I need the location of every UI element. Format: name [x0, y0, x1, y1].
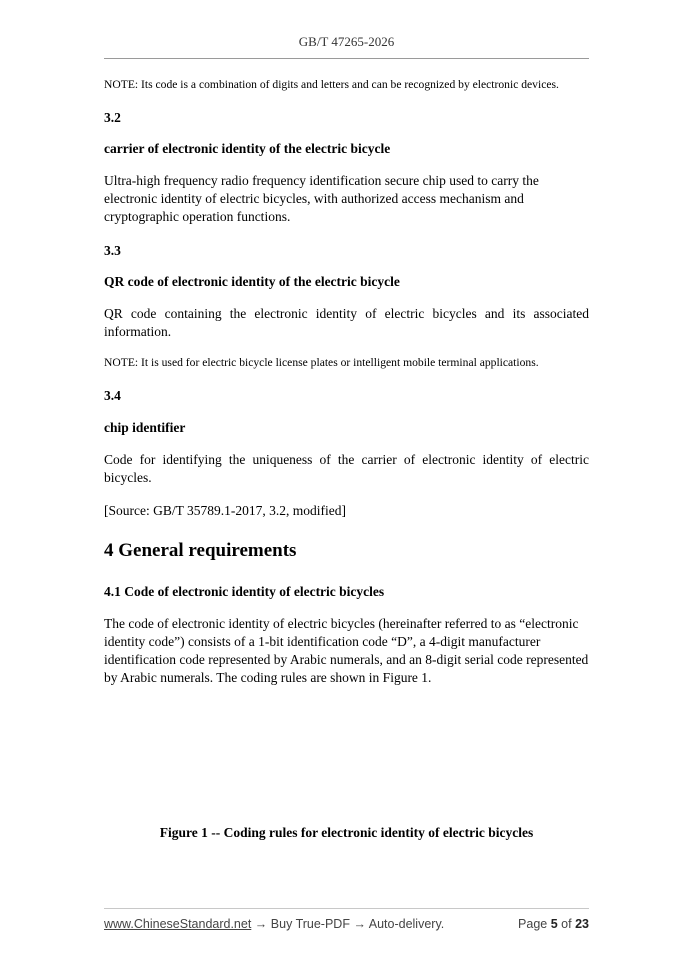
header-divider — [104, 58, 589, 59]
clause-number-3-3: 3.3 — [104, 243, 121, 258]
source-reference: [Source: GB/T 35789.1-2017, 3.2, modified] — [104, 503, 346, 518]
current-page-number: 5 — [550, 917, 558, 931]
body-paragraph-4-1: The code of electronic identity of electric bicycles (hereinafter referred to as “electronic identity code”) consists of a 1-bit identification code “D”, a 4-digit manufacturer identification code represented by Arabic numerals, and an 8-digit serial code represented by Arabic numerals. The coding rules are shown in Figure 1. — [104, 616, 589, 685]
clause-number-3-2: 3.2 — [104, 110, 121, 125]
buy-pdf-text: Buy True-PDF — [270, 917, 350, 931]
subsection-heading-4-1: 4.1 Code of electronic identity of electric bicycles — [104, 584, 385, 599]
clause-number-3-4: 3.4 — [104, 388, 121, 403]
arrow-right-icon: → — [353, 917, 366, 931]
term-heading-3-3: QR code of electronic identity of the electric bicycle — [104, 274, 400, 289]
footer-promo — [104, 917, 444, 931]
footer-divider — [104, 908, 589, 909]
definition-paragraph-3-3: QR code containing the electronic identity of electric bicycles and its associated information. — [104, 306, 589, 339]
term-heading-3-4: chip identifier — [104, 420, 186, 435]
document-code-header: GB/T 47265-2026 — [298, 34, 395, 49]
page-number — [518, 917, 589, 931]
term-heading-3-2: carrier of electronic identity of the electric bicycle — [104, 141, 391, 156]
section-heading-4: 4 General requirements — [104, 540, 297, 561]
page-of-label: of — [561, 917, 572, 931]
definition-paragraph-3-2: Ultra-high frequency radio frequency identification secure chip used to carry the electronic identity of electric bicycles, with authorized access mechanism and cryptographic operation functions. — [104, 173, 539, 224]
figure-caption: Figure 1 -- Coding rules for electronic identity of electric bicycles — [159, 825, 534, 840]
page-label: Page — [518, 917, 548, 931]
site-link[interactable]: www.ChineseStandard.net — [104, 917, 252, 931]
note-text: NOTE: It is used for electric bicycle license plates or intelligent mobile terminal applications. — [104, 356, 539, 369]
auto-delivery-text: Auto-delivery. — [368, 917, 445, 931]
note-text: NOTE: Its code is a combination of digits and letters and can be recognized by electronic devices. — [104, 78, 559, 91]
total-page-count: 23 — [575, 917, 589, 931]
definition-paragraph-3-4: Code for identifying the uniqueness of the carrier of electronic identity of electric bicycles. — [104, 452, 589, 485]
arrow-right-icon: → — [254, 917, 268, 931]
